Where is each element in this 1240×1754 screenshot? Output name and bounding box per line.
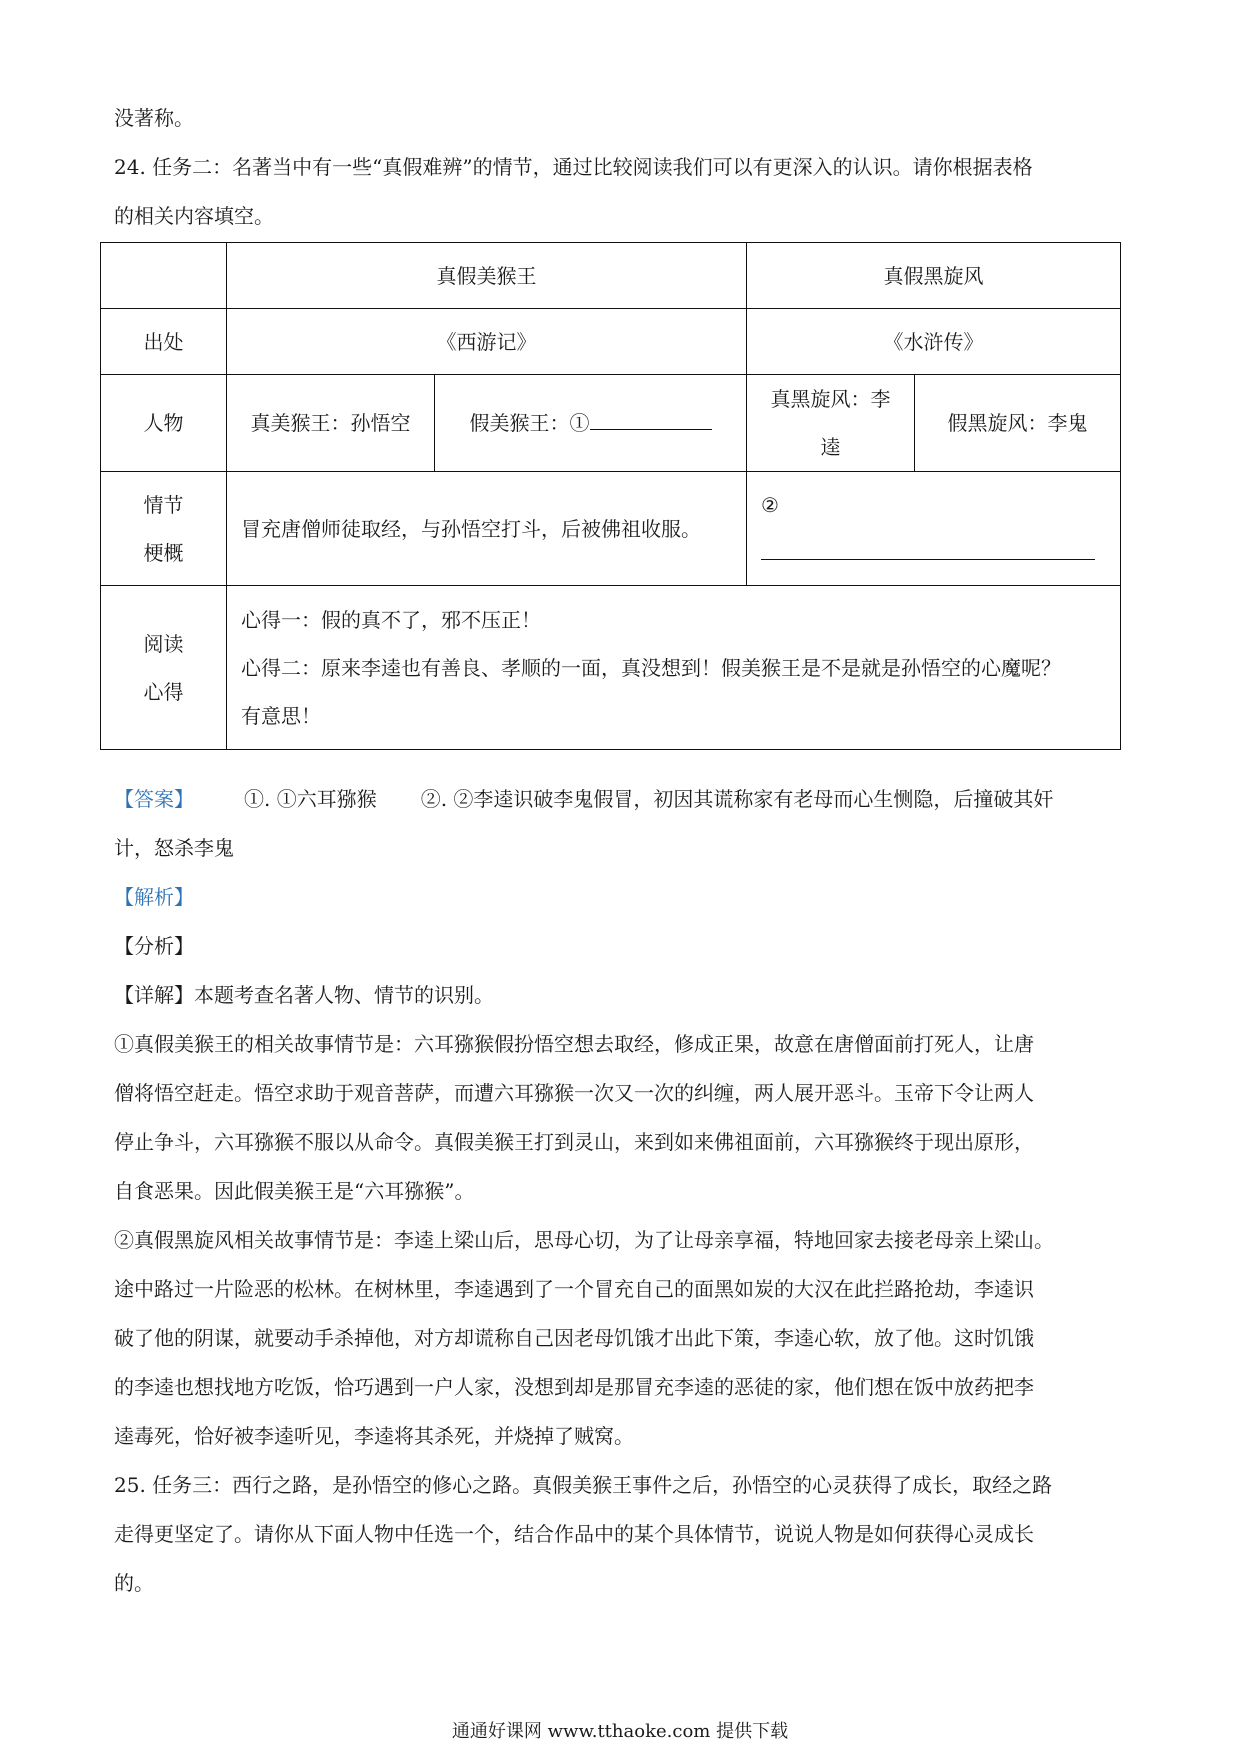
answer-part: ②. ②李逵识破李鬼假冒，初因其谎称家有老母而心生恻隐，后撞破其奸 [420, 787, 1054, 811]
explanation-line: 破了他的阴谋，就要动手杀掉他，对方却谎称自己因老母饥饿才出此下策，李逵心软，放了他。这时饥饿 [114, 1326, 1034, 1350]
fill-label: 假美猴王：① [469, 411, 590, 435]
answer-blank-1[interactable] [590, 403, 712, 430]
reading-note: 心得二：原来李逵也有善良、孝顺的一面，真没想到！假美猴王是不是就是孙悟空的心魔呢？ [241, 655, 1061, 680]
question-25: 25. 任务三：西行之路，是孙悟空的修心之路。真假美猴王事件之后，孙悟空的心灵获得了成长，取经之路 [114, 1473, 1053, 1497]
question-24: 24. 任务二：名著当中有一些“真假难辨”的情节，通过比较阅读我们可以有更深入的认识。请你根据表格 [114, 155, 1033, 179]
table-cell: 《西游记》 [227, 309, 747, 375]
table-cell: 假黑旋风：李鬼 [915, 375, 1121, 472]
question-line: 的。 [114, 1571, 154, 1595]
table-row [101, 375, 1121, 472]
text-line: 没著称。 [114, 106, 194, 130]
answer-blank-2[interactable] [761, 533, 1095, 560]
text-line: 的相关内容填空。 [114, 204, 274, 228]
table-cell [101, 472, 227, 586]
table-cell: 真美猴王：孙悟空 [227, 375, 435, 472]
fill-label: ② [761, 492, 779, 517]
answer-part: ①. ①六耳猕猴 [244, 787, 377, 811]
answer-tag: 【答案】 [114, 787, 194, 811]
answer-line: 计，怒杀李鬼 [114, 836, 234, 860]
explanation-line: 逵毒死，恰好被李逵听见，李逵将其杀死，并烧掉了贼窝。 [114, 1424, 634, 1448]
table-row [101, 472, 1121, 586]
table-cell [435, 375, 747, 472]
table-cell: 真黑旋风：李逵 [747, 375, 915, 472]
detail-line: 【详解】本题考查名著人物、情节的识别。 [114, 983, 494, 1007]
reading-note: 有意思！ [241, 703, 321, 728]
fenxi-tag: 【分析】 [114, 934, 194, 958]
table-cell: 真假美猴王 [227, 243, 747, 309]
table-cell: 冒充唐僧师徒取经，与孙悟空打斗，后被佛祖收服。 [227, 472, 747, 586]
footer-source: 通通好课网 www.tthaoke.com 提供下载 [451, 1721, 789, 1742]
table-cell [747, 472, 1121, 586]
table-cell: 真假黑旋风 [747, 243, 1121, 309]
table-cell [227, 586, 1121, 750]
table-row [101, 243, 1121, 309]
table-cell [101, 586, 227, 750]
table-cell [101, 243, 227, 309]
question-line: 走得更坚定了。请你从下面人物中任选一个，结合作品中的某个具体情节，说说人物是如何获得心灵成长 [114, 1522, 1034, 1546]
table-row [101, 309, 1121, 375]
explanation-line: ①真假美猴王的相关故事情节是：六耳猕猴假扮悟空想去取经，修成正果，故意在唐僧面前打死人，让唐 [114, 1032, 1034, 1056]
row-label: 梗概 [143, 540, 184, 565]
explanation-line: 僧将悟空赶走。悟空求助于观音菩萨，而遭六耳猕猴一次又一次的纠缠，两人展开恶斗。玉帝下令让两人 [114, 1081, 1034, 1105]
comparison-table [100, 242, 1121, 750]
explanation-line: 途中路过一片险恶的松林。在树林里，李逵遇到了一个冒充自己的面黑如炭的大汉在此拦路抢劫，李逵识 [114, 1277, 1034, 1301]
explanation-line: ②真假黑旋风相关故事情节是：李逵上梁山后，思母心切，为了让母亲享福，特地回家去接老母亲上梁山。 [114, 1228, 1054, 1252]
row-label: 阅读 [143, 631, 184, 656]
answer-line [114, 775, 1134, 824]
explanation-line: 停止争斗，六耳猕猴不服以从命令。真假美猴王打到灵山，来到如来佛祖面前，六耳猕猴终于现出原形， [114, 1130, 1034, 1154]
table-cell: 出处 [101, 309, 227, 375]
row-label: 情节 [143, 492, 184, 517]
table-cell: 人物 [101, 375, 227, 472]
analysis-tag: 【解析】 [114, 885, 194, 909]
explanation-line: 自食恶果。因此假美猴王是“六耳猕猴”。 [114, 1179, 475, 1203]
reading-note: 心得一：假的真不了，邪不压正！ [241, 607, 541, 632]
table-row [101, 586, 1121, 750]
row-label: 心得 [143, 679, 184, 704]
table-cell: 《水浒传》 [747, 309, 1121, 375]
explanation-line: 的李逵也想找地方吃饭，恰巧遇到一户人家，没想到却是那冒充李逵的恶徒的家，他们想在饭中放药把李 [114, 1375, 1034, 1399]
